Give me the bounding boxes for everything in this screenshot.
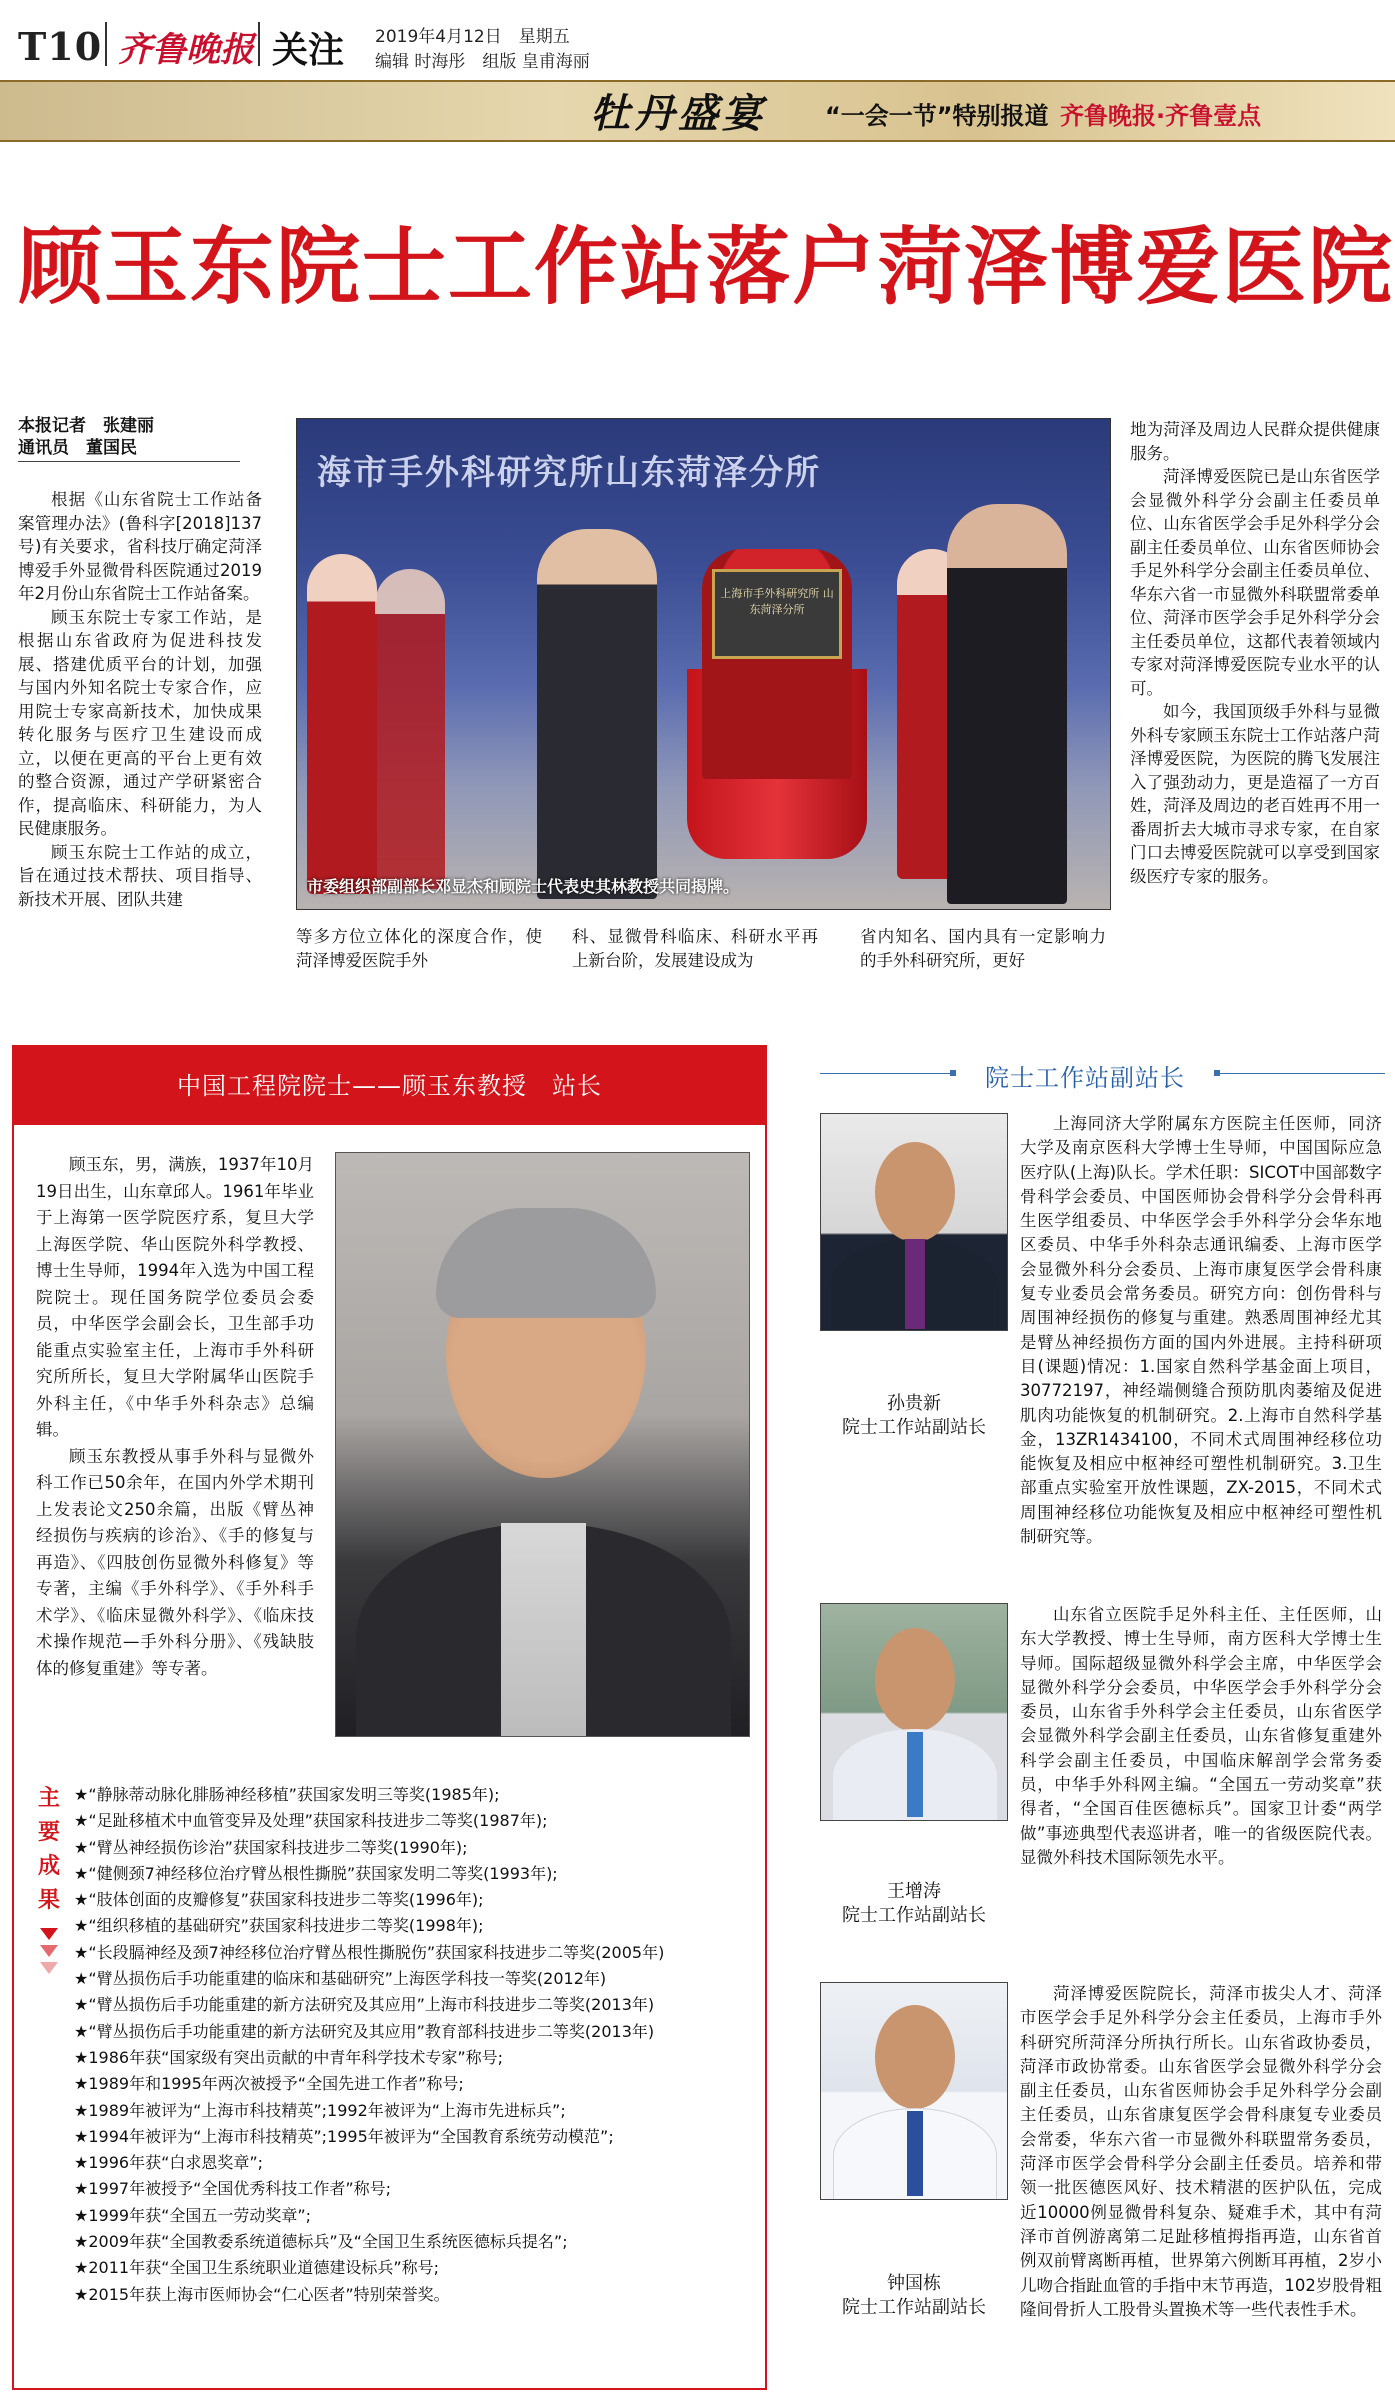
header-divider (105, 22, 107, 66)
deputy-role: 院士工作站副站长 (842, 1417, 986, 1438)
achievement-item: ★1994年被评为“上海市科技精英”;1995年被评为“全国教育系统劳动模范”; (74, 2126, 614, 2146)
article-paragraph: 菏泽博爱医院已是山东省医学会显微外科学分会副主任委员单位、山东省医学会手足外科学分会副主任委员单位、山东省医师协会手足外科学分会副主任委员单位、华东六省一市显微外科联盟常委单位、菏泽市医学会手足外科学分会主任委员单位，这都代表着领域内专家对菏泽博爱医院专业水平的认可。 (1130, 467, 1380, 698)
deputy-photo (820, 1113, 1008, 1331)
photo-person (307, 554, 377, 894)
byline-reporter: 本报记者 张建丽 (18, 416, 154, 436)
achievement-item: ★“健侧颈7神经移位治疗臂丛根性撕脱”获国家发明二等奖(1993年); (74, 1863, 558, 1883)
deputies-section-title: 院士工作站副站长 (985, 1064, 1185, 1092)
deputy-tie (907, 1732, 923, 1817)
achievement-item: ★“臂丛损伤后手功能重建的新方法研究及其应用”教育部科技进步二等奖(2013年) (74, 2021, 655, 2041)
portrait-shirt (501, 1523, 586, 1737)
profile-bio (36, 1152, 314, 1682)
deputy-role: 院士工作站副站长 (842, 2297, 986, 2318)
achievements-label-char: 成 (37, 1854, 60, 1879)
article-column-1 (18, 488, 262, 911)
deputy-name: 王增涛 (887, 1881, 941, 1902)
headline: 顾玉东院士工作站落户菏泽博爱医院 (18, 217, 1395, 316)
section-name: 关注 (272, 30, 345, 71)
deputy-bio (1020, 1112, 1382, 1549)
editors-credit: 编辑 时海彤 组版 皇甫海丽 (375, 52, 590, 72)
article-column-2: 等多方位立体化的深度合作，使菏泽博爱医院手外 (296, 927, 542, 970)
achievement-item: ★1989年被评为“上海市科技精英”;1992年被评为“上海市先进标兵”; (74, 2100, 566, 2120)
issue-date: 2019年4月12日 星期五 (375, 27, 570, 47)
article-column-5 (1130, 418, 1380, 888)
photo-backdrop-text: 海市手外科研究所山东菏泽分所 (317, 453, 821, 493)
article-column-4: 省内知名、国内具有一定影响力的手外科研究所，更好 (860, 927, 1106, 970)
page-number: T10 (18, 24, 103, 69)
ceremony-photo (296, 418, 1111, 910)
deputy-face (875, 1628, 955, 1732)
deputy-bio-text: 菏泽博爱医院院长，菏泽市拔尖人才、菏泽市医学会手足外科学分会主任委员，上海市手外科研究所菏泽分所执行所长。山东省政协委员，菏泽市政协常委。山东省医学会显微外科学分会副主任委员，山东省医师协会手足外科学分会副主任委员，山东省康复医学会骨科康复专业委员会常委，华东六省一市显微外科联盟常务委员，菏泽市医学会骨科学分会副主任委员。培养和带领一批医德医风好、技术精湛的医护队伍，完成近10000例显微骨科复杂、疑难手术，其中有菏泽市首例游离第二足趾移植拇指再造，山东省首例双前臂离断再植，世界第六例断耳再植，2岁小儿吻合指趾血管的手指中末节再造，102岁股骨粗隆间骨折人工股骨头置换术等一些代表性手术。 (1020, 1984, 1382, 2319)
byline-correspondent: 通讯员 董国民 (18, 438, 137, 458)
article-paragraph: 根据《山东省院士工作站备案管理办法》(鲁科字[2018]137号)有关要求，省科技厅确定菏泽博爱手外显微骨科医院通过2019年2月份山东省院士工作站备案。 (18, 490, 262, 603)
portrait-hair (436, 1208, 656, 1318)
achievement-item: ★“足趾移植术中血管变异及处理”获国家科技进步二等奖(1987年); (74, 1811, 548, 1831)
article-paragraph: 如今，我国顶级手外科与显微外科专家顾玉东院士工作站落户菏泽博爱医院，为医院的腾飞发展注入了强劲动力，更是造福了一方百姓，菏泽及周边的老百姓再不用一番周折去大城市寻求专家，在自家门口去博爱医院就可以享受到国家级医疗专家的服务。 (1130, 702, 1380, 886)
achievement-item: ★2009年获“全国教委系统道德标兵”及“全国卫生系统医德标兵提名”; (74, 2232, 568, 2252)
deputy-bio (1020, 1982, 1382, 2322)
deputy-tie (905, 1239, 925, 1329)
deputy-face (875, 1142, 955, 1242)
photo-plaque: 上海市手外科研究所 山东菏泽分所 (712, 569, 842, 659)
portrait-photo (335, 1152, 750, 1737)
arrow-down-icon (40, 1945, 58, 1957)
deputy-photo (820, 1603, 1008, 1821)
photo-person (375, 569, 445, 889)
achievement-item: ★“静脉蒂动脉化腓肠神经移植”获国家发明三等奖(1985年); (74, 1785, 500, 1804)
header-divider (258, 22, 260, 66)
bio-paragraph: 顾玉东教授从事手外科与显微外科工作已50余年，在国内外学术期刊上发表论文250余篇，出版《臂丛神经损伤与疾病的诊治》、《手的修复与再造》、《四肢创伤显微外科修复》等专著，主编《手外科学》、《手外科手术学》、《临床显微外科学》、《临床技术操作规范—手外科分册》、《残缺肢体的修复重建》等专著。 (36, 1446, 314, 1678)
banner-brand: 齐鲁晚报·齐鲁壹点 (1060, 102, 1262, 130)
achievement-item: ★2011年获“全国卫生系统职业道德建设标兵”称号; (74, 2258, 440, 2278)
achievement-item: ★“臂丛神经损伤诊治”获国家科技进步二等奖(1990年); (74, 1837, 468, 1857)
achievements-label-char: 主 (37, 1786, 60, 1811)
achievement-item: ★1986年获“国家级有突出贡献的中青年科学技术专家”称号; (74, 2047, 504, 2067)
achievement-item: ★1989年和1995年两次被授予“全国先进工作者”称号; (74, 2074, 464, 2094)
deputy-name: 孙贵新 (887, 1393, 941, 1414)
deputy-bio-text: 上海同济大学附属东方医院主任医师，同济大学及南京医科大学博士生导师，中国国际应急医疗队(上海)队长。学术任职：SICOT中国部数字骨科学会委员、中国医师协会骨科学分会骨科再生医学组委员、中华医学会手外科学分会华东地区委员、中华手外科杂志通讯编委、上海市医学会显微外科分会委员、上海市康复医学会骨科康复专业委员会常务委员。研究方向：创伤骨科与周围神经损伤的修复与重建。熟悉周围神经尤其是臂丛神经损伤方面的国内外进展。主持科研项目(课题)情况：1.国家自然科学基金面上项目，30772197，神经端侧缝合预防肌肉萎缩及促进肌肉功能恢复的机制研究。2.上海市自然科学基金，13ZR1434100，不同术式周围神经移位功能恢复及相应中枢神经可塑性机制研究。3.卫生部重点实验室开放性课题，ZX-2015，不同术式周围神经移位功能恢复及相应中枢神经可塑性机制研究等。 (1020, 1114, 1382, 1547)
achievement-item: ★“组织移植的基础研究”获国家科技进步二等奖(1998年); (74, 1916, 484, 1936)
section-rule (1220, 1073, 1385, 1074)
achievement-item: ★“长段膈神经及颈7神经移位治疗臂丛根性撕脱伤”获国家科技进步二等奖(2005年) (74, 1942, 665, 1962)
achievement-item: ★1997年被授予“全国优秀科技工作者”称号; (74, 2179, 392, 2199)
deputy-tie (907, 2111, 923, 2196)
article-paragraph: 地为菏泽及周边人民群众提供健康服务。 (1130, 420, 1380, 463)
deputy-role: 院士工作站副站长 (842, 1905, 986, 1926)
achievements-label-char: 果 (37, 1888, 60, 1913)
banner-subtitle: “一会一节”特别报道 (825, 102, 1049, 130)
article-paragraph: 顾玉东院士专家工作站，是根据山东省政府为促进科技发展、搭建优质平台的计划，加强与国内外知名院士专家合作，应用院士专家高新技术，加快成果转化服务与医疗卫生建设而成立，以便在更高的平台上更有效的整合资源，通过产学研紧密合作，提高临床、科研能力，为人民健康服务。 (18, 607, 262, 838)
deputy-photo (820, 1982, 1008, 2200)
article-paragraph: 顾玉东院士工作站的成立，旨在通过技术帮扶、项目指导、新技术开展、团队共建 (18, 842, 262, 909)
achievement-item: ★“臂丛损伤后手功能重建的新方法研究及其应用”上海市科技进步二等奖(2013年) (74, 1995, 655, 2015)
achievement-item: ★1999年获“全国五一劳动奖章”; (74, 2205, 312, 2225)
deputy-name: 钟国栋 (887, 2273, 941, 2294)
arrow-down-icon (40, 1962, 58, 1974)
deputy-face (875, 2005, 955, 2109)
banner-calligraphy: 牡丹盛宴 (590, 90, 766, 137)
achievement-item: ★“肢体创面的皮瓣修复”获国家科技进步二等奖(1996年); (74, 1890, 484, 1910)
byline (18, 415, 154, 459)
profile-title: 中国工程院院士——顾玉东教授 站长 (14, 1047, 765, 1125)
photo-person (947, 504, 1067, 904)
achievements-label (36, 1782, 62, 1918)
achievements-label-char: 要 (37, 1820, 60, 1845)
photo-caption: 市委组织部副部长邓显杰和顾院士代表史其林教授共同揭牌。 (307, 877, 740, 896)
section-rule (820, 1073, 950, 1074)
article-column-3: 科、显微骨科临床、科研水平再上新台阶，发展建设成为 (572, 927, 818, 970)
arrow-down-icon (40, 1928, 58, 1940)
deputy-bio-text: 山东省立医院手足外科主任、主任医师，山东大学教授、博士生导师，南方医科大学博士生导师。国际超级显微外科学会主席，中华医学会显微外科学分会委员，中华医学会手外科学分会委员，山东省手外科学会主任委员，山东省医学会显微外科学会副主任委员，山东省修复重建外科学会副主任委员，中国临床解剖学会常务委员，中华手外科网主编。“全国五一劳动奖章”获得者，“全国百佳医德标兵”。国家卫计委“两学做”事迹典型代表巡讲者，唯一的省级医院代表。显微外科技术国际领先水平。 (1020, 1605, 1382, 1867)
achievements-list (74, 1782, 764, 2308)
achievement-item: ★1996年获“白求恩奖章”; (74, 2153, 264, 2173)
byline-rule (18, 461, 240, 462)
achievement-item: ★2015年获上海市医师协会“仁心医者”特别荣誉奖。 (74, 2284, 450, 2304)
photo-person (537, 529, 657, 899)
section-dot (950, 1070, 956, 1076)
bio-paragraph: 顾玉东，男，满族，1937年10月19日出生，山东章邱人。1961年毕业于上海第一医学院医疗系，复旦大学上海医学院、华山医院外科学教授、博士生导师，1994年入选为中国工程院院士。现任国务院学位委员会委员，中华医学会副会长，卫生部手功能重点实验室主任，上海市手外科研究所所长，复旦大学附属华山医院手外科主任，《中华手外科杂志》总编辑。 (36, 1155, 314, 1439)
deputy-bio (1020, 1603, 1382, 1870)
paper-name: 齐鲁晚报 (118, 30, 254, 70)
achievement-item: ★“臂丛损伤后手功能重建的临床和基础研究”上海医学科技一等奖(2012年) (74, 1969, 607, 1989)
